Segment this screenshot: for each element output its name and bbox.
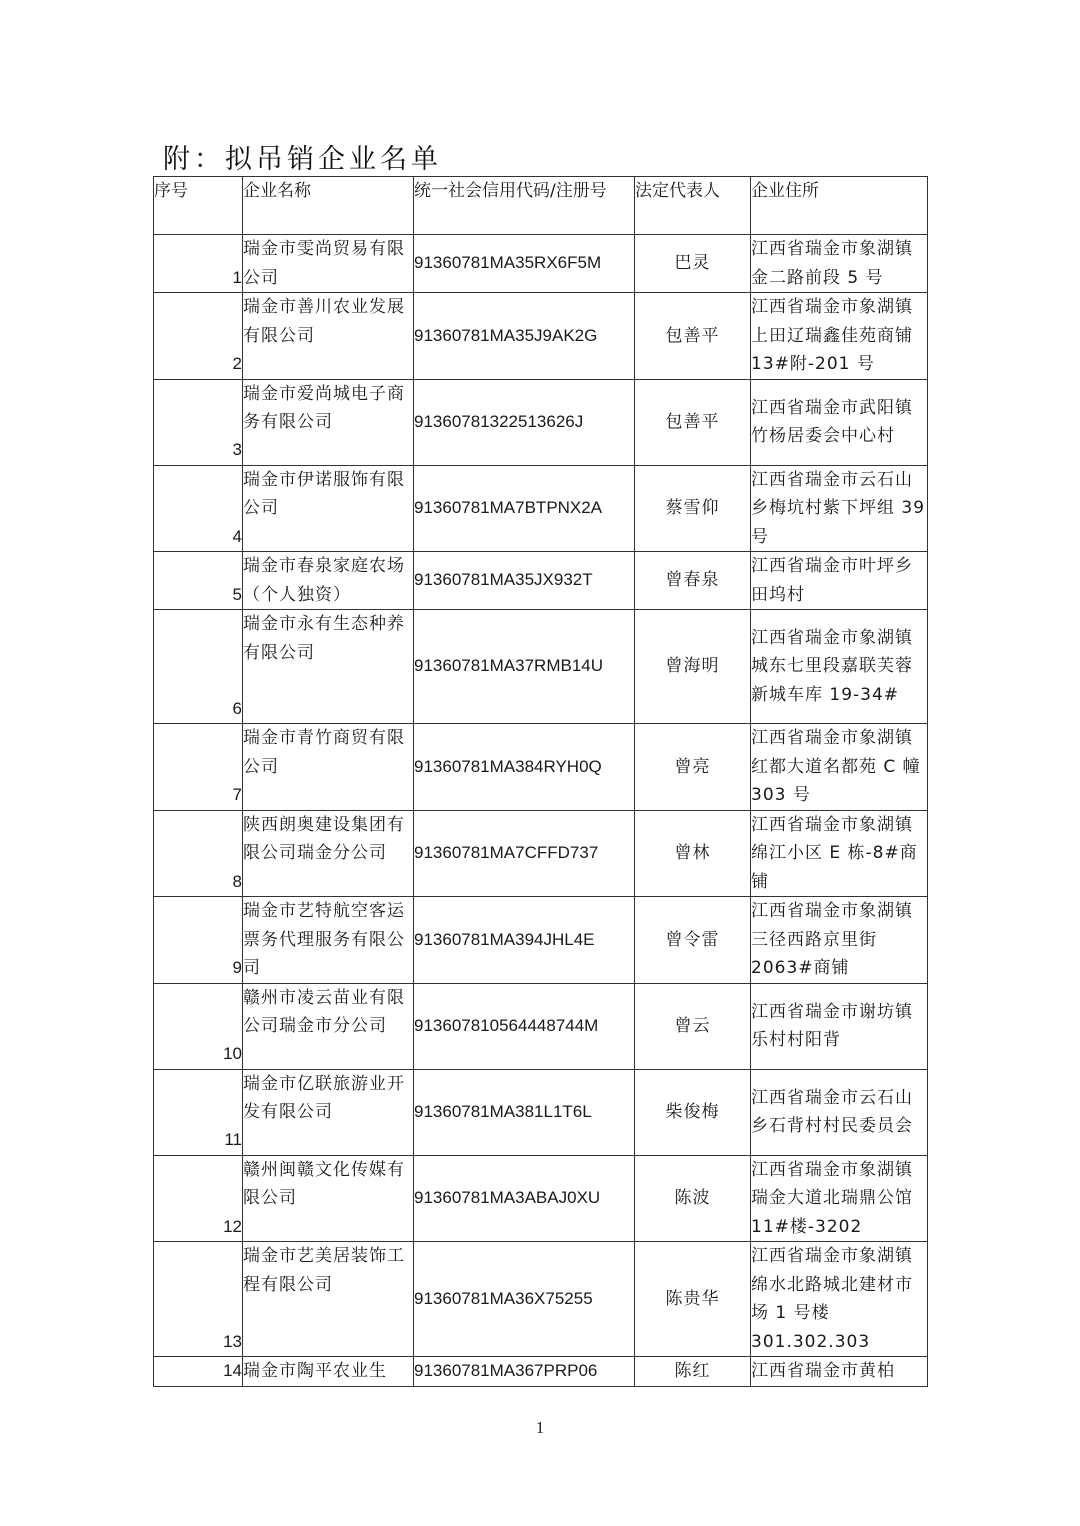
company-name-cell: 瑞金市艺美居装饰工程有限公司 bbox=[243, 1242, 414, 1357]
company-name-cell: 赣州市凌云苗业有限公司瑞金市分公司 bbox=[243, 983, 414, 1069]
serial-number-cell: 6 bbox=[154, 610, 243, 724]
address-cell: 江西省瑞金市象湖镇城东七里段嘉联芙蓉新城车库 19-34# bbox=[751, 610, 928, 724]
table-row bbox=[154, 1155, 928, 1242]
serial-number-cell: 8 bbox=[154, 810, 243, 897]
company-name-cell: 瑞金市亿联旅游业开发有限公司 bbox=[243, 1069, 414, 1155]
company-table bbox=[153, 176, 928, 1387]
legal-representative-cell: 蔡雪仰 bbox=[635, 465, 751, 552]
credit-code-cell: 913607810564448744M bbox=[414, 983, 635, 1069]
address-cell: 江西省瑞金市象湖镇上田辽瑞鑫佳苑商铺 13#附-201 号 bbox=[751, 293, 928, 380]
address-cell: 江西省瑞金市象湖镇金二路前段 5 号 bbox=[751, 235, 928, 293]
serial-number-cell: 12 bbox=[154, 1155, 243, 1242]
serial-number-cell: 5 bbox=[154, 552, 243, 610]
company-name-cell: 瑞金市永有生态种养有限公司 bbox=[243, 610, 414, 724]
table-row bbox=[154, 235, 928, 293]
address-cell: 江西省瑞金市谢坊镇乐村村阳背 bbox=[751, 983, 928, 1069]
credit-code-cell: 91360781MA384RYH0Q bbox=[414, 724, 635, 811]
credit-code-cell: 91360781MA7CFFD737 bbox=[414, 810, 635, 897]
document-title: 附：拟吊销企业名单 bbox=[163, 144, 442, 175]
legal-representative-cell: 陈贵华 bbox=[635, 1242, 751, 1357]
credit-code-cell: 91360781MA35J9AK2G bbox=[414, 293, 635, 380]
company-name-cell: 瑞金市善川农业发展有限公司 bbox=[243, 293, 414, 380]
credit-code-cell: 91360781MA35JX932T bbox=[414, 552, 635, 610]
company-name-cell: 瑞金市陶平农业生 bbox=[243, 1357, 414, 1387]
serial-number-cell: 1 bbox=[154, 235, 243, 293]
serial-number-cell: 2 bbox=[154, 293, 243, 380]
address-cell: 江西省瑞金市叶坪乡田坞村 bbox=[751, 552, 928, 610]
address-cell: 江西省瑞金市象湖镇绵水北路城北建材市场 1 号楼 301.302.303 bbox=[751, 1242, 928, 1357]
address-cell: 江西省瑞金市云石山乡石背村村民委员会 bbox=[751, 1069, 928, 1155]
legal-representative-cell: 曾云 bbox=[635, 983, 751, 1069]
table-row bbox=[154, 552, 928, 610]
credit-code-cell: 91360781MA36X75255 bbox=[414, 1242, 635, 1357]
legal-representative-cell: 包善平 bbox=[635, 379, 751, 465]
header-address: 企业住所 bbox=[751, 177, 928, 235]
company-name-cell: 赣州闽赣文化传媒有限公司 bbox=[243, 1155, 414, 1242]
table-row bbox=[154, 724, 928, 811]
credit-code-cell: 91360781MA394JHL4E bbox=[414, 897, 635, 984]
serial-number-cell: 14 bbox=[154, 1357, 243, 1387]
header-legal-representative: 法定代表人 bbox=[635, 177, 751, 235]
table-row bbox=[154, 897, 928, 984]
table-row bbox=[154, 983, 928, 1069]
table-row bbox=[154, 379, 928, 465]
serial-number-cell: 3 bbox=[154, 379, 243, 465]
serial-number-cell: 4 bbox=[154, 465, 243, 552]
table-row bbox=[154, 610, 928, 724]
credit-code-cell: 91360781322513626J bbox=[414, 379, 635, 465]
address-cell: 江西省瑞金市象湖镇三径西路京里街 2063#商铺 bbox=[751, 897, 928, 984]
table-row bbox=[154, 1069, 928, 1155]
credit-code-cell: 91360781MA381L1T6L bbox=[414, 1069, 635, 1155]
page-number: 1 bbox=[535, 1418, 545, 1437]
legal-representative-cell: 曾亮 bbox=[635, 724, 751, 811]
address-cell: 江西省瑞金市象湖镇红都大道名都苑 C 幢 303 号 bbox=[751, 724, 928, 811]
header-company-name: 企业名称 bbox=[243, 177, 414, 235]
company-name-cell: 瑞金市青竹商贸有限公司 bbox=[243, 724, 414, 811]
table-row bbox=[154, 1242, 928, 1357]
serial-number-cell: 7 bbox=[154, 724, 243, 811]
company-name-cell: 陕西朗奥建设集团有限公司瑞金分公司 bbox=[243, 810, 414, 897]
credit-code-cell: 91360781MA37RMB14U bbox=[414, 610, 635, 724]
header-serial-number: 序号 bbox=[154, 177, 243, 235]
serial-number-cell: 10 bbox=[154, 983, 243, 1069]
legal-representative-cell: 陈红 bbox=[635, 1357, 751, 1387]
company-name-cell: 瑞金市春泉家庭农场（个人独资） bbox=[243, 552, 414, 610]
company-name-cell: 瑞金市雯尚贸易有限公司 bbox=[243, 235, 414, 293]
credit-code-cell: 91360781MA7BTPNX2A bbox=[414, 465, 635, 552]
credit-code-cell: 91360781MA367PRP06 bbox=[414, 1357, 635, 1387]
credit-code-cell: 91360781MA35RX6F5M bbox=[414, 235, 635, 293]
company-name-cell: 瑞金市伊诺服饰有限公司 bbox=[243, 465, 414, 552]
table-row bbox=[154, 293, 928, 380]
legal-representative-cell: 曾林 bbox=[635, 810, 751, 897]
address-cell: 江西省瑞金市象湖镇瑞金大道北瑞鼎公馆 11#楼-3202 bbox=[751, 1155, 928, 1242]
legal-representative-cell: 巴灵 bbox=[635, 235, 751, 293]
serial-number-cell: 13 bbox=[154, 1242, 243, 1357]
address-cell: 江西省瑞金市云石山乡梅坑村紫下坪组 39 号 bbox=[751, 465, 928, 552]
legal-representative-cell: 包善平 bbox=[635, 293, 751, 380]
table-row bbox=[154, 465, 928, 552]
company-name-cell: 瑞金市爱尚城电子商务有限公司 bbox=[243, 379, 414, 465]
table-row bbox=[154, 1357, 928, 1387]
address-cell: 江西省瑞金市黄柏 bbox=[751, 1357, 928, 1387]
table-row bbox=[154, 810, 928, 897]
legal-representative-cell: 曾令雷 bbox=[635, 897, 751, 984]
serial-number-cell: 11 bbox=[154, 1069, 243, 1155]
legal-representative-cell: 柴俊梅 bbox=[635, 1069, 751, 1155]
serial-number-cell: 9 bbox=[154, 897, 243, 984]
legal-representative-cell: 曾海明 bbox=[635, 610, 751, 724]
company-name-cell: 瑞金市艺特航空客运票务代理服务有限公司 bbox=[243, 897, 414, 984]
legal-representative-cell: 曾春泉 bbox=[635, 552, 751, 610]
address-cell: 江西省瑞金市象湖镇绵江小区 E 栋-8#商铺 bbox=[751, 810, 928, 897]
header-credit-code: 统一社会信用代码/注册号 bbox=[414, 177, 635, 235]
address-cell: 江西省瑞金市武阳镇竹杨居委会中心村 bbox=[751, 379, 928, 465]
table-header-row bbox=[154, 177, 928, 235]
legal-representative-cell: 陈波 bbox=[635, 1155, 751, 1242]
credit-code-cell: 91360781MA3ABAJ0XU bbox=[414, 1155, 635, 1242]
